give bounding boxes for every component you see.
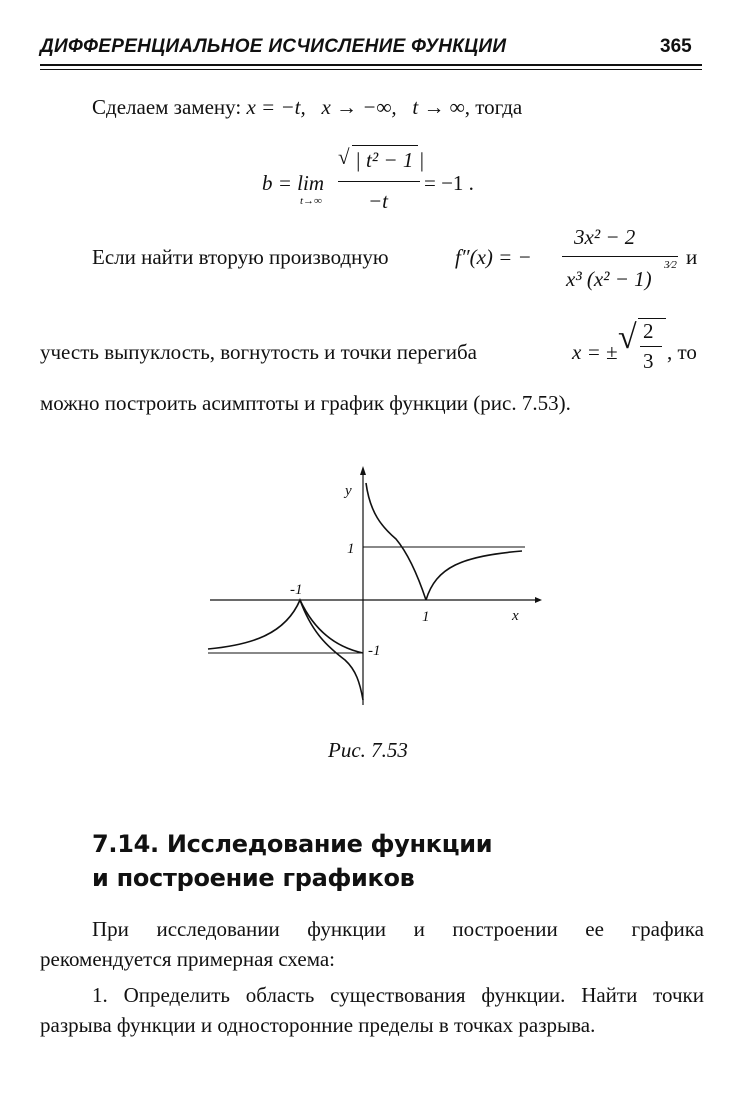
second-derivative-numerator: 3x² − 2	[574, 225, 636, 249]
curve-left-upper	[208, 600, 363, 653]
substitution-expr-1: x = −t,	[246, 95, 306, 119]
sqrt-overline	[352, 145, 418, 146]
tick-label-y-minus-1: -1	[368, 643, 381, 659]
substitution-line	[92, 94, 522, 120]
inflection-tail: , то	[667, 340, 697, 364]
x-axis-arrow	[535, 597, 542, 603]
inflection-radical: √	[618, 319, 637, 356]
conclusion-line: можно построить асимптоты и график функции (рис. 7.53).	[40, 391, 571, 415]
limit-lhs: b = lim	[262, 171, 325, 195]
inflection-text: учесть выпуклость, вогнутость и точки перегиба	[40, 340, 477, 364]
running-header-title: ДИФФЕРЕНЦИАЛЬНОЕ ИСЧИСЛЕНИЕ ФУНКЦИИ	[40, 36, 507, 57]
second-derivative-and: и	[686, 245, 698, 269]
x-axis-label: x	[512, 608, 519, 624]
figure-caption: Рис. 7.53	[328, 738, 408, 762]
section-heading-line-2: и построение графиков	[92, 864, 415, 892]
second-derivative-intro: Если найти вторую производную	[92, 245, 389, 269]
substitution-text: Сделаем замену:	[92, 95, 242, 119]
paragraph-intro: При исследовании функции и построении ее графика рекомендуется примерная схема:	[40, 917, 704, 971]
second-derivative-fraction-bar	[562, 256, 678, 257]
y-axis-arrow	[360, 466, 366, 475]
limit-rhs: = −1 .	[424, 171, 474, 195]
y-axis-label: y	[345, 483, 352, 499]
inflection-fraction-bar	[640, 346, 662, 347]
substitution-expr-3: t → ∞	[412, 95, 465, 119]
curve-right-upper	[366, 483, 426, 600]
second-derivative-lhs: f″(x) = −	[455, 245, 532, 269]
tick-label-y-1: 1	[347, 541, 355, 557]
limit-fraction-bar	[338, 181, 420, 182]
limit-denominator: −t	[368, 189, 389, 213]
page-number: 365	[660, 36, 692, 57]
section-heading-line-1: 7.14. Исследование функции	[92, 830, 493, 858]
substitution-then: , тогда	[464, 95, 523, 119]
tick-label-x-minus-1: -1	[290, 582, 303, 598]
limit-subscript: t→∞	[300, 195, 322, 207]
second-derivative-exponent: 3⁄2	[664, 259, 677, 271]
limit-numerator: | t² − 1 |	[355, 148, 425, 172]
header-rule-thin	[40, 69, 702, 70]
inflection-den: 3	[643, 349, 654, 373]
header-rule-thick	[40, 64, 702, 66]
sqrt-radical: √	[338, 145, 350, 169]
paragraph-step-1: 1. Определить область существования функции. Найти точки разрыва функции и односторонние пределы в точках разрыва.	[40, 983, 704, 1037]
tick-label-x-1: 1	[422, 609, 430, 625]
second-derivative-denominator: x³ (x² − 1)	[566, 267, 652, 291]
function-graph	[200, 455, 545, 715]
inflection-lhs: x = ±	[572, 340, 618, 364]
inflection-num: 2	[643, 319, 654, 343]
curve-right-lower	[426, 551, 522, 600]
substitution-expr-2: x → −∞,	[321, 95, 397, 119]
